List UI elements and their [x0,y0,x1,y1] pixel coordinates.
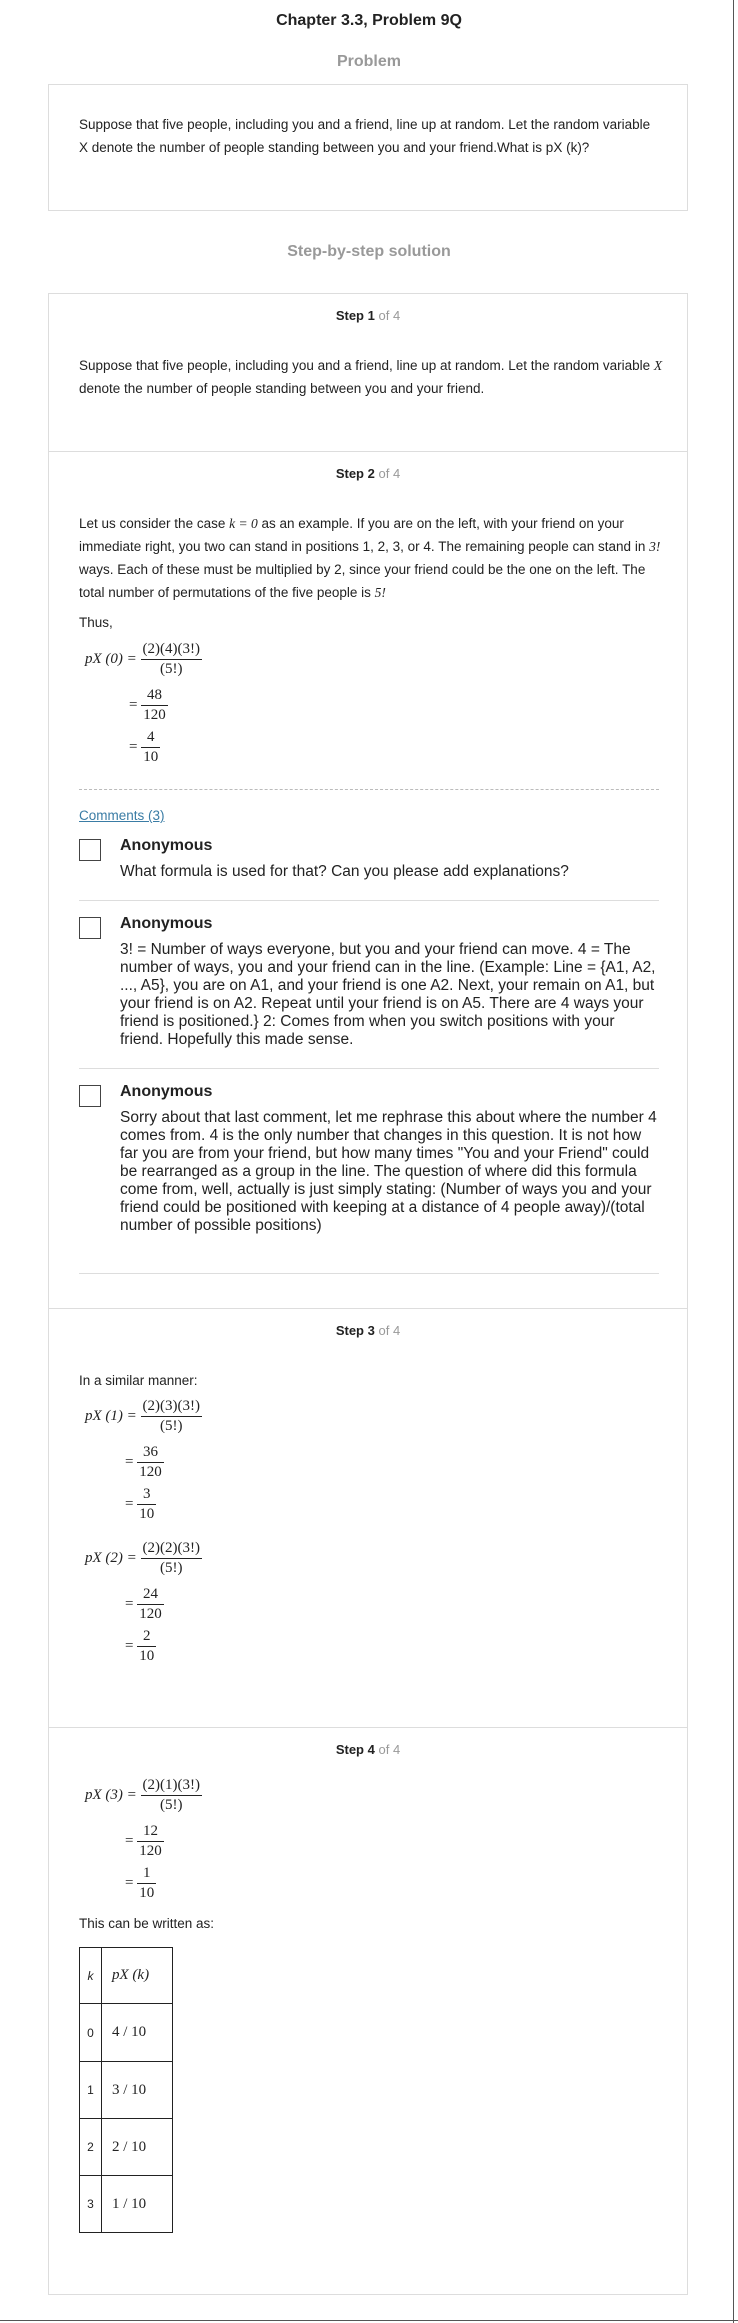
pmf-table [79,1947,173,2233]
step-4: Step 4 of 4 pX (3) = $\frac{(2)(1)(3!)}{(5!)}$ = $\frac{12}{120}$ = $\frac{1}{10}$ This can be written as: k pX (k) 0 4 / 10 1 3 / 10 2 2 / 10 3 1 / 10 [49,1727,687,2294]
step-1-text: Suppose that five people, including you and a friend, line up at random. Let the random variable X denote the number of people standing between you and your friend. [79,358,663,396]
table-header-row [80,1948,173,2004]
page-title: Chapter 3.3, Problem 9Q [276,12,462,29]
comment-3-checkbox[interactable] [79,1085,101,1107]
comment-1-text: What formula is used for that? Can you please add explanations? [120,863,569,880]
step-1 [49,294,687,451]
step-2: Step 2 of 4 Let us consider the case k = 0 as an example. If you are on the left, with your friend on your immediate right, you two can stand in positions 1, 2, 3, or 4. The remaining people can stand in 3! ways. Each of these must be multiplied by 2, since your friend could be the one on the left. The total number of permutations of the five people is 5! Thus, pX (0) = $\frac{(2)(4)(3!)}{(5!)}$ = $\frac{48}{120}$ = $\frac{4}{10}$ Comments (3) Anonymous What formula is used for that? Can you please add explanations? Anonymous 3! = Number of ways everyone, but you and your friend can move. 4 = The number of ways, you and your friend can in the line. (Example: Line = {A1, A2, ..., A5}, you are on A1, and your friend is one A2. Next, your remain on A1, but your friend is on A2. Repeat until your friend is on A5. There are 4 ways your friend is positioned.} 2: Comes from when you switch positions with your friend. Hopefully this made sense. Anonymous Sorry about that last comment, let me rephrase this about where the number 4 comes from. 4 is the only number that changes in this question. It is not how far you are from your friend, but how many times "You and your Friend" could be rearranged as a group in the line. The question of where did this formula come from, well, actually is just simply stating: (Number of ways you and your friend could be positioned with keeping at a distance of 4 people away)/(total number of possible positions) [49,451,687,1308]
comment-1 [79,837,659,901]
step-3-title: Step 3 of 4 [335,1323,401,1338]
step-4-written-as: This can be written as: [79,1916,215,1931]
comment-1-author: Anonymous [120,837,213,854]
comment-2 [79,915,659,1069]
comment-3-author: Anonymous [120,1083,213,1100]
step-1-title: Step 1 of 4 [335,308,401,323]
table-header-k: k [80,1948,102,2004]
comment-3-text: Sorry about that last comment, let me rephrase this about where the number 4 comes from. 4 is the only number that changes in this question. It is not how far you are from your friend, but how many times "You and your Friend" could be rearranged as a group in the line. The question of where did this formula come from, well, actually is just simply stating: (Number of ways you and your friend could be positioned with keeping at a distance of 4 people away)/(total number of possible positions) [120,1109,657,1234]
page-frame-right [733,0,734,2323]
step-3: Step 3 of 4 In a similar manner: pX (1) = $\frac{(2)(3)(3!)}{(5!)}$ = $\frac{36}{120}$ = $\frac{3}{10}$ pX (2) = $\frac{(2)(2)(3!)}{(5!)}$ = $\frac{24}{120}$ = $\frac{2}{10}$ [49,1308,687,1727]
solution-label: Step-by-step solution [287,243,451,260]
comment-1-checkbox[interactable] [79,839,101,861]
table-row: 1 3 / 10 [80,2062,173,2119]
comment-2-text: 3! = Number of ways everyone, but you and your friend can move. 4 = The number of ways, you and your friend can in the line. (Example: Line = {A1, A2, ..., A5}, you are on A1, and your friend is one A2. Next, your remain on A1, but your friend is on A2. Repeat until your friend is on A5. There are 4 ways your friend is positioned.} 2: Comes from when you switch positions with your friend. Hopefully this made sense. [120,941,656,1048]
step-2-paragraph: Let us consider the case k = 0 as an example. If you are on the left, with your friend on your immediate right, you two can stand in positions 1, 2, 3, or 4. The remaining people can stand in 3! ways. Each of these must be multiplied by 2, since your friend could be the one on the left. The total number of permutations of the five people is 5! [79,516,661,600]
problem-text: Suppose that five people, including you and a friend, line up at random. Let the random variable X denote the number of people standing between you and your friend.What is pX (k)? [79,117,651,155]
table-row: 2 2 / 10 [80,2119,173,2176]
comments-divider [79,789,659,790]
table-row: 0 4 / 10 [80,2004,173,2062]
table-row: 3 1 / 10 [80,2176,173,2233]
step-2-thus: Thus, [79,615,113,630]
comment-2-author: Anonymous [120,915,213,932]
problem-label: Problem [336,53,401,70]
problem-box [48,84,688,211]
comments-link[interactable]: Comments (3) [79,808,165,823]
step-4-title: Step 4 of 4 [335,1742,401,1757]
page-frame-bottom [0,2320,738,2321]
comment-3 [79,1083,659,1274]
steps-container [48,293,688,2295]
comment-2-checkbox[interactable] [79,917,101,939]
step-3-intro: In a similar manner: [79,1373,198,1388]
table-header-p: pX (k) [102,1948,173,2004]
step-2-title: Step 2 of 4 [335,466,401,481]
